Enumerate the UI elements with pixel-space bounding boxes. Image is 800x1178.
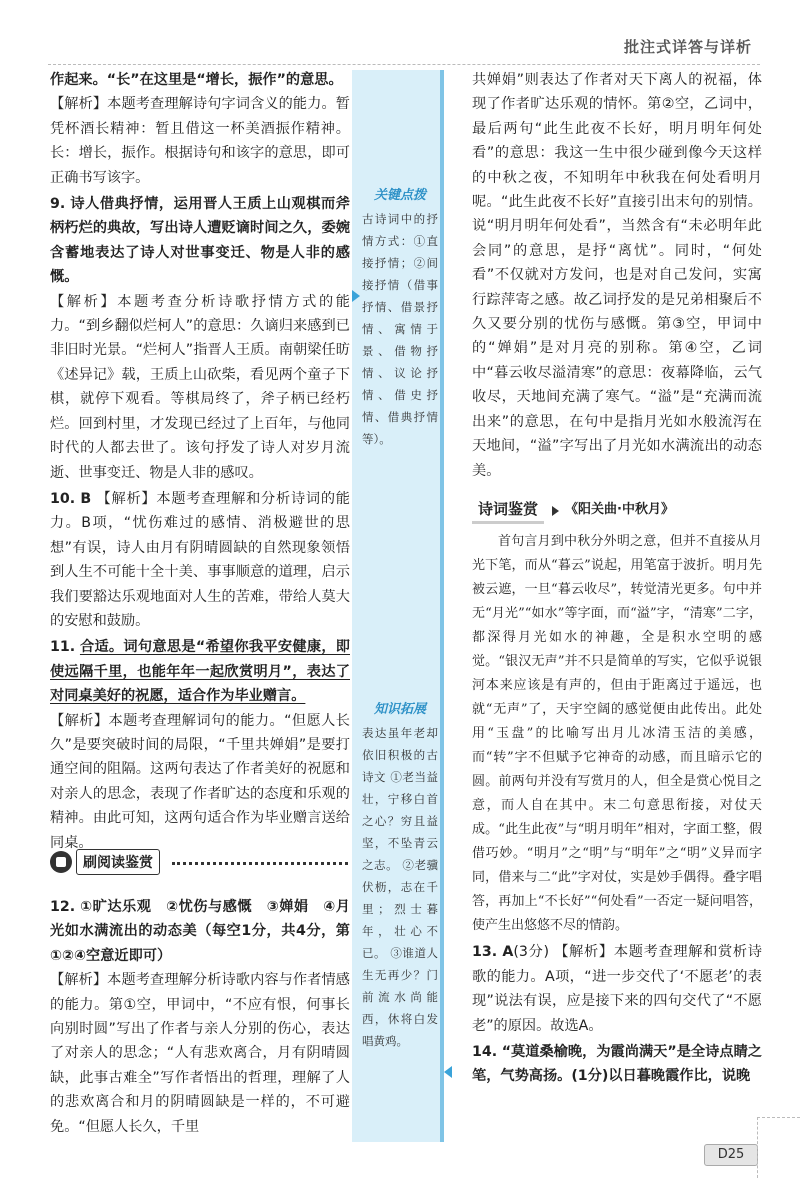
analysis-9: 本题考查分析诗歌抒情方式的能力。“到乡翻似烂柯人”的意思：久谪归来感到已非旧时光景。“烂柯人”指晋人王质。南朝梁任昉《述异记》载，王质上山砍柴，看见两个童子下棋，就停下观看。等棋局终了，斧子柄已经朽烂。回到村里，才发现已经过了上百年，与他同时代的人都去世了。该句抒发了诗人对岁月流逝、世事变迁、物是人非的感叹。 — [50, 293, 350, 481]
sidebar-title-key-tips: 关键点拨 — [373, 188, 426, 203]
score-13: (3分) — [513, 944, 550, 961]
question-number-10: 10. — [50, 490, 76, 507]
header-divider — [48, 64, 760, 65]
analysis-11: 本题考查理解词句的能力。“但愿人长久”是要突破时间的局限，“千里共婵娟”是要打通空间的阻隔。这两句表达了作者美好的祝愿和对亲人的思念，表现了作者旷达的态度和乐观的精神。由此可知，这两句适合作为毕业赠言送给同桌。 — [50, 712, 350, 851]
analysis-12: 本题考查理解分析诗歌内容与作者情感的能力。第①空，甲词中，“不应有恨，何事长向别时圆”写出了作者与亲人分别的伤心，表达了对亲人的思念；“人有悲欢离合，月有阴晴圆缺，此事古难全”写作者悟出的哲理，理解了人的悲欢离合和月的阴晴圆缺是一样的，不可避免。“但愿人长久，千里 — [50, 972, 350, 1135]
poem-title: 《阳关曲·中秋月》 — [565, 502, 674, 518]
sidebar-title-knowledge: 知识拓展 — [373, 702, 426, 717]
answer-11: 合适。词句意思是“希望你我平安健康，即使远隔千里，也能年年一起欣赏明月”，表达了对同桌美好的祝愿，适合作为毕业赠言。 — [50, 639, 350, 705]
answer-9: 诗人借典抒情，运用晋人王质上山观棋而斧柄朽烂的典故，写出诗人遭贬谪时间之久，委婉含蓄地表达了诗人对世事变迁、物是人非的感慨。 — [50, 196, 350, 286]
page-number: D25 — [704, 1144, 758, 1166]
analysis-label: 【解析】 — [96, 490, 157, 507]
poem-appreciation-header — [472, 497, 762, 524]
answer-14-tail: (1分)以日暮晚霞作比，说晚 — [571, 1068, 751, 1085]
analysis-label: 【解析】 — [50, 972, 108, 989]
sidebar-body-key-tips: 古诗词中的抒情方式：①直接抒情；②间接抒情（借事抒情、借景抒情、寓情于景、借物抒情、议论抒情、借史抒情、借典抒情等）。 — [362, 212, 438, 446]
analysis-label: 【解析】 — [554, 944, 614, 961]
analysis-label: 【解析】 — [50, 96, 108, 113]
analysis-10: 本题考查理解和分析诗词的能力。B项，“忧伤难过的感情、消极避世的思想”有误，诗人由月有阴晴圆缺的自然现象领悟到人生不可能十全十美、事事顺意的道理，启示我们要豁达乐观地面对人生的苦难，带给人莫大的安慰和鼓励。 — [50, 490, 350, 629]
analysis-13: 本题考查理解和赏析诗歌的能力。A项，“进一步交代了‘不愿老’的表现”说法有误，应是接下来的四句交代了“不愿老”的原因。故选A。 — [472, 944, 762, 1034]
question-number-13: 13. — [472, 944, 498, 961]
analysis-12-continued: 共婵娟”则表达了作者对天下离人的祝福，体现了作者旷达乐观的情怀。第②空，乙词中，最后两句“此生此夜不长好，明月明年何处看”的意思：我这一生中很少碰到像今天这样的中秋之夜，不知明年中秋我在何处看明月呢。“此生此夜不长好”直接引出末句的别情。说“明月明年何处看”，当然含有“未必明年此会同”的意思，是抒“离忧”。同时，“何处看”不仅就对方发问，也是对自己发问，实寓行踪萍寄之感。故乙词抒发的是兄弟相聚后不久又要分别的忧伤与感慨。第③空，甲词中的“婵娟”是对月亮的别称。第④空，乙词中“暮云收尽溢清寒”的意思：夜幕降临，云气收尽，天地间充满了寒气。“溢”是“充满而流出来”的意思，在句中是指月光如水般流泻在天地间，“溢”字写出了月光如水满流出的动态美。 — [472, 72, 762, 479]
choice-13: A — [502, 944, 514, 961]
answer-14: “莫道桑榆晚，为霞尚满天”是全诗点睛之笔，气势高扬。 — [472, 1043, 762, 1085]
analysis-text: 本题考查理解诗句字词含义的能力。暂凭杯酒长精神：暂且借这一杯美酒振作精神。长：增长，振作。根据诗句和该字的意思，即可正确书写该字。 — [50, 96, 350, 186]
page-corner-mark — [757, 1117, 800, 1178]
section-title: 刷阅读鉴赏 — [76, 849, 160, 875]
right-column — [472, 68, 762, 1089]
sidebar-border — [440, 70, 444, 1142]
pointer-left-icon — [352, 290, 360, 302]
question-number-12: 12. — [50, 899, 76, 915]
section-badge — [50, 850, 160, 874]
poem-appreciation-text: 首句言月到中秋分外明之意，但并不直接从月光下笔，而从“暮云”说起，用笔富于波折。明月先被云遮，一旦“暮云收尽”，转觉清光更多。句中并无“月光”“如水”等字面，而“溢”字，“清寒”二字，都深得月光如水的神趣，全是积水空明的感觉。“银汉无声”并不只是简单的写实，它似乎说银河本来应该是有声的，但由于距离过于遥远，也就“无声”了，天宇空阔的感觉便由此传出。此处用“玉盘”的比喻写出月儿冰清玉洁的美感，而“转”字不但赋予它神奇的动感，而且暗示它的圆。前两句并没有写赏月的人，但全是赏心悦目之意，而人自在其中。末二句意思衔接，对仗天成。“此生此夜”与“明月明年”相对，字面工整，假借巧妙。“明月”之“明”与“明年”之“明”义异而字同，借来与二“此”字对仗，实是妙手偶得。叠字唱答，再加上“不长好”“何处看”一否定一疑问唱答，使产生出悠悠不尽的情韵。 — [472, 534, 762, 934]
answer-12: ①旷达乐观 ②忧伤与感慨 ③婵娟 ④月光如水满流出的动态美（每空1分，共4分，第①②④空意近即可） — [50, 899, 350, 964]
left-column — [50, 68, 350, 1139]
question-number-9: 9. — [50, 196, 66, 213]
section-dotted-rule — [172, 862, 348, 865]
triangle-right-icon — [552, 506, 559, 516]
sidebar-body-knowledge: 表达虽年老却依旧积极的古诗文 ①老当益壮，宁移白首之心？穷且益坚，不坠青云之志。 ②老骥伏枥，志在千里；烈士暮年，壮心不已。 ③谁道人生无再少？门前流水尚能西，休将白发唱黄鸡。 — [362, 726, 438, 1048]
choice-10: B — [80, 490, 92, 507]
analysis-label: 【解析】 — [50, 293, 118, 310]
running-header: 批注式详答与详析 — [623, 38, 752, 56]
analysis-label: 【解析】 — [50, 712, 109, 729]
pointer-right-icon — [444, 1066, 452, 1078]
book-icon — [50, 851, 72, 873]
question-number-11: 11. — [50, 639, 76, 656]
answer-line-continued: 作起来。“长”在这里是“增长，振作”的意思。 — [50, 72, 343, 88]
poem-tag: 诗词鉴赏 — [472, 497, 544, 524]
question-number-14: 14. — [472, 1043, 498, 1060]
